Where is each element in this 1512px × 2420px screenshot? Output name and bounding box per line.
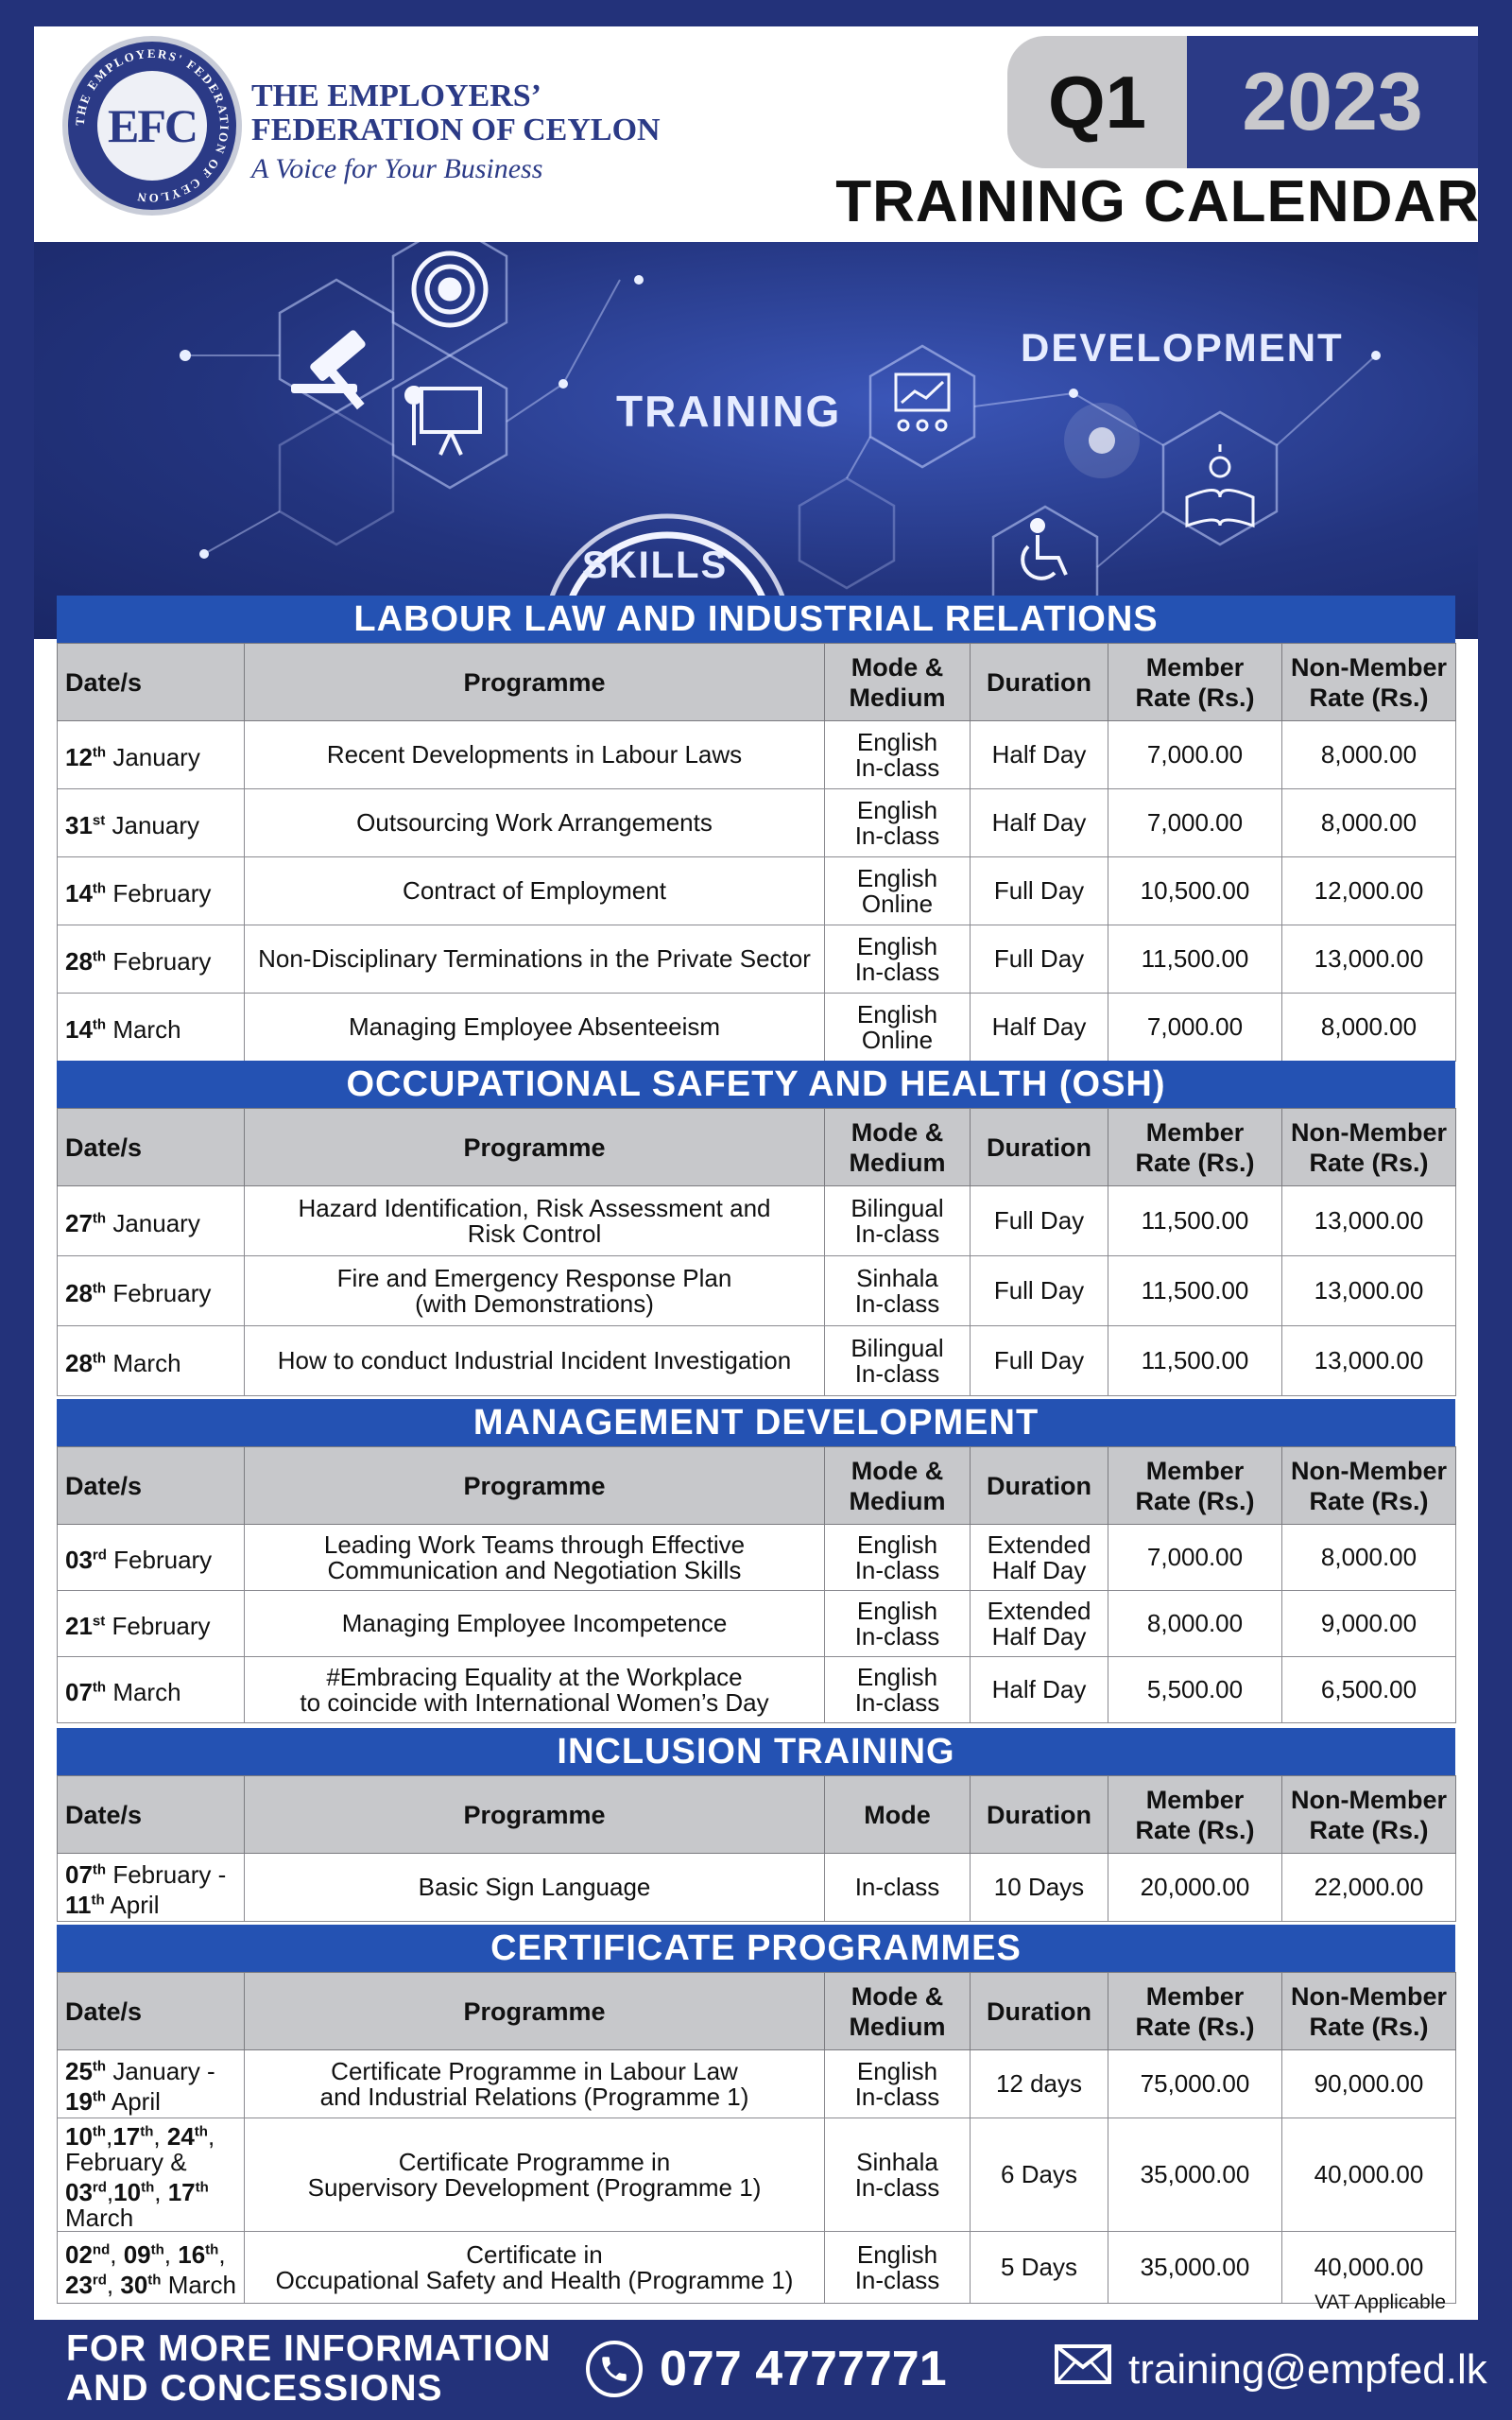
section-3 (57, 1728, 1455, 1922)
cell-nonmember: 22,000.00 (1282, 1854, 1456, 1922)
cell-member: 20,000.00 (1108, 1854, 1282, 1922)
footer-info-line1: FOR MORE INFORMATION (66, 2328, 552, 2369)
cell-nonmember: 12,000.00 (1282, 857, 1456, 925)
table-row (58, 1657, 1456, 1723)
banner-word-training: TRAINING (616, 387, 842, 436)
cell-duration: 12 days (971, 2050, 1108, 2118)
column-header-date: Date/s (58, 644, 245, 721)
table-header-row (58, 1447, 1456, 1525)
section-0 (57, 596, 1455, 1062)
column-header-mode: Mode (825, 1776, 971, 1854)
date-text: 07th February - 11th April (65, 1859, 227, 1920)
date-text: 10th,17th, 24th, February & 03rd,10th, 17th March (65, 2121, 215, 2233)
date-text: 28th February (65, 946, 212, 976)
column-header-programme: Programme (245, 1776, 825, 1854)
programme-table (57, 1775, 1456, 1922)
programme-table (57, 643, 1456, 1062)
cell-nonmember: 8,000.00 (1282, 994, 1456, 1062)
cell-programme: Managing Employee Absenteeism (245, 994, 825, 1062)
vat-note: VAT Applicable (1314, 2291, 1446, 2313)
cell-mode: English Online (825, 994, 971, 1062)
cell-programme: Basic Sign Language (245, 1854, 825, 1922)
date-text: 12th January (65, 742, 200, 771)
cell-date (58, 1256, 245, 1326)
date-text: 28th March (65, 1348, 181, 1377)
column-header-mode: Mode & Medium (825, 1109, 971, 1186)
cell-mode: Sinhala In-class (825, 1256, 971, 1326)
presenter-icon (406, 388, 480, 455)
column-header-member: Member Rate (Rs.) (1108, 1973, 1282, 2050)
cell-nonmember: 8,000.00 (1282, 1525, 1456, 1591)
cell-date (58, 2118, 245, 2232)
logo-initials: EFC (94, 68, 210, 183)
cell-duration: Full Day (971, 1186, 1108, 1256)
section-title: INCLUSION TRAINING (57, 1728, 1455, 1775)
cell-nonmember: 13,000.00 (1282, 1186, 1456, 1256)
hero-banner (34, 242, 1478, 639)
cell-mode: English In-class (825, 789, 971, 857)
cell-duration: Half Day (971, 789, 1108, 857)
cell-programme: Contract of Employment (245, 857, 825, 925)
gavel-icon (291, 329, 367, 410)
cell-programme: Certificate Programme in Labour Law and Industrial Relations (Programme 1) (245, 2050, 825, 2118)
footer-info (66, 2329, 551, 2409)
date-text: 21st February (65, 1611, 211, 1640)
table-row (58, 2232, 1456, 2304)
cell-member: 5,500.00 (1108, 1657, 1282, 1723)
table-header-row (58, 1776, 1456, 1854)
table-row (58, 1854, 1456, 1922)
cell-nonmember: 40,000.00 (1282, 2232, 1456, 2304)
column-header-programme: Programme (245, 1973, 825, 2050)
footer-info-line2: AND CONCESSIONS (66, 2368, 443, 2409)
table-header-row (58, 1109, 1456, 1186)
wheelchair-icon (1022, 520, 1066, 579)
section-title: OCCUPATIONAL SAFETY AND HEALTH (OSH) (57, 1061, 1455, 1108)
calendar-title: TRAINING CALENDAR (835, 169, 1480, 234)
column-header-duration: Duration (971, 1447, 1108, 1525)
column-header-nonmember: Non-Member Rate (Rs.) (1282, 1109, 1456, 1186)
column-header-programme: Programme (245, 1447, 825, 1525)
column-header-duration: Duration (971, 1973, 1108, 2050)
table-row (58, 721, 1456, 789)
date-text: 14th March (65, 1014, 181, 1044)
cell-mode: English Online (825, 857, 971, 925)
cell-member: 35,000.00 (1108, 2118, 1282, 2232)
column-header-date: Date/s (58, 1447, 245, 1525)
cell-programme: Certificate in Occupational Safety and Health (Programme 1) (245, 2232, 825, 2304)
table-row (58, 857, 1456, 925)
column-header-member: Member Rate (Rs.) (1108, 1776, 1282, 1854)
cell-mode: Sinhala In-class (825, 2118, 971, 2232)
cell-date (58, 1326, 245, 1396)
table-row (58, 1326, 1456, 1396)
cell-programme: Leading Work Teams through Effective Communication and Negotiation Skills (245, 1525, 825, 1591)
section-title: MANAGEMENT DEVELOPMENT (57, 1399, 1455, 1446)
target-icon (414, 253, 486, 325)
column-header-programme: Programme (245, 1109, 825, 1186)
date-text: 28th February (65, 1278, 212, 1307)
banner-word-development: DEVELOPMENT (1021, 325, 1344, 370)
cell-member: 7,000.00 (1108, 789, 1282, 857)
section-title: LABOUR LAW AND INDUSTRIAL RELATIONS (57, 596, 1455, 643)
cell-nonmember: 40,000.00 (1282, 2118, 1456, 2232)
table-row (58, 2050, 1456, 2118)
date-text: 07th March (65, 1677, 181, 1706)
cell-nonmember: 8,000.00 (1282, 721, 1456, 789)
table-header-row (58, 644, 1456, 721)
column-header-date: Date/s (58, 1776, 245, 1854)
date-text: 31st January (65, 810, 199, 839)
cell-mode: Bilingual In-class (825, 1326, 971, 1396)
cell-date (58, 925, 245, 994)
cell-member: 75,000.00 (1108, 2050, 1282, 2118)
cell-duration: 5 Days (971, 2232, 1108, 2304)
cell-programme: How to conduct Industrial Incident Investigation (245, 1326, 825, 1396)
year-badge: 2023 (1187, 36, 1478, 168)
column-header-date: Date/s (58, 1109, 245, 1186)
column-header-duration: Duration (971, 1776, 1108, 1854)
column-header-duration: Duration (971, 1109, 1108, 1186)
cell-date (58, 994, 245, 1062)
cell-duration: Full Day (971, 925, 1108, 994)
cell-mode: English In-class (825, 2050, 971, 2118)
column-header-member: Member Rate (Rs.) (1108, 644, 1282, 721)
cell-member: 35,000.00 (1108, 2232, 1282, 2304)
cell-duration: Full Day (971, 1256, 1108, 1326)
cell-duration: Extended Half Day (971, 1525, 1108, 1591)
column-header-nonmember: Non-Member Rate (Rs.) (1282, 1776, 1456, 1854)
section-title: CERTIFICATE PROGRAMMES (57, 1925, 1455, 1972)
column-header-member: Member Rate (Rs.) (1108, 1447, 1282, 1525)
cell-duration: Half Day (971, 721, 1108, 789)
cell-nonmember: 6,500.00 (1282, 1657, 1456, 1723)
banner-word-skills: SKILLS (582, 544, 729, 586)
cell-date (58, 1657, 245, 1723)
book-idea-icon (1187, 444, 1253, 526)
cell-mode: English In-class (825, 721, 971, 789)
table-row (58, 1525, 1456, 1591)
table-row (58, 1186, 1456, 1256)
table-row (58, 925, 1456, 994)
cell-date (58, 1186, 245, 1256)
programme-table (57, 1446, 1456, 1723)
cell-date (58, 721, 245, 789)
column-header-mode: Mode & Medium (825, 1447, 971, 1525)
cell-member: 7,000.00 (1108, 721, 1282, 789)
section-4 (57, 1925, 1455, 2304)
cell-mode: English In-class (825, 1591, 971, 1657)
org-name (251, 79, 661, 147)
phone-icon (586, 2341, 643, 2397)
table-row (58, 1256, 1456, 1326)
org-name-line1: THE EMPLOYERS’ (251, 78, 541, 113)
cell-mode: English In-class (825, 925, 971, 994)
date-text: 27th January (65, 1208, 200, 1237)
cell-date (58, 1525, 245, 1591)
cell-member: 7,000.00 (1108, 994, 1282, 1062)
cell-member: 7,000.00 (1108, 1525, 1282, 1591)
column-header-nonmember: Non-Member Rate (Rs.) (1282, 1973, 1456, 2050)
cell-date (58, 2232, 245, 2304)
cell-mode: In-class (825, 1854, 971, 1922)
org-name-line2: FEDERATION OF CEYLON (251, 112, 661, 147)
cell-programme: Recent Developments in Labour Laws (245, 721, 825, 789)
section-2 (57, 1399, 1455, 1723)
cell-mode: Bilingual In-class (825, 1186, 971, 1256)
footer-email[interactable] (1055, 2344, 1487, 2394)
table-row (58, 994, 1456, 1062)
cell-mode: English In-class (825, 2232, 971, 2304)
cell-nonmember: 90,000.00 (1282, 2050, 1456, 2118)
cell-member: 11,500.00 (1108, 1186, 1282, 1256)
column-header-nonmember: Non-Member Rate (Rs.) (1282, 644, 1456, 721)
cell-nonmember: 13,000.00 (1282, 1326, 1456, 1396)
cell-mode: English In-class (825, 1525, 971, 1591)
cell-nonmember: 13,000.00 (1282, 1256, 1456, 1326)
envelope-icon (1055, 2344, 1111, 2394)
table-header-row (58, 1973, 1456, 2050)
cell-date (58, 2050, 245, 2118)
section-1 (57, 1061, 1455, 1396)
cell-duration: Half Day (971, 994, 1108, 1062)
footer (0, 2320, 1512, 2420)
column-header-duration: Duration (971, 644, 1108, 721)
cell-member: 11,500.00 (1108, 925, 1282, 994)
cell-member: 10,500.00 (1108, 857, 1282, 925)
org-tagline: A Voice for Your Business (251, 153, 543, 184)
date-text: 14th February (65, 878, 212, 908)
cell-duration: Full Day (971, 857, 1108, 925)
cell-date (58, 789, 245, 857)
table-row (58, 789, 1456, 857)
footer-phone-number[interactable]: 077 4777771 (660, 2342, 947, 2396)
cell-nonmember: 13,000.00 (1282, 925, 1456, 994)
cell-duration: 6 Days (971, 2118, 1108, 2232)
quarter-badge: Q1 (1007, 36, 1187, 168)
cell-date (58, 857, 245, 925)
programme-table (57, 1108, 1456, 1396)
footer-email-address[interactable]: training@empfed.lk (1128, 2345, 1487, 2393)
header (34, 26, 1478, 242)
cell-duration: Half Day (971, 1657, 1108, 1723)
date-text: 02nd, 09th, 16th, 23rd, 30th March (65, 2239, 236, 2300)
cell-date (58, 1854, 245, 1922)
cell-mode: English In-class (825, 1657, 971, 1723)
cell-duration: 10 Days (971, 1854, 1108, 1922)
column-header-member: Member Rate (Rs.) (1108, 1109, 1282, 1186)
date-text: 03rd February (65, 1545, 213, 1574)
column-header-nonmember: Non-Member Rate (Rs.) (1282, 1447, 1456, 1525)
cell-programme: Fire and Emergency Response Plan (with Demonstrations) (245, 1256, 825, 1326)
cell-programme: Outsourcing Work Arrangements (245, 789, 825, 857)
column-header-date: Date/s (58, 1973, 245, 2050)
cell-programme: #Embracing Equality at the Workplace to coincide with International Women’s Day (245, 1657, 825, 1723)
cell-programme: Hazard Identification, Risk Assessment and Risk Control (245, 1186, 825, 1256)
cell-programme: Certificate Programme in Supervisory Development (Programme 1) (245, 2118, 825, 2232)
cell-duration: Full Day (971, 1326, 1108, 1396)
column-header-programme: Programme (245, 644, 825, 721)
footer-phone[interactable] (586, 2341, 947, 2397)
cell-nonmember: 9,000.00 (1282, 1591, 1456, 1657)
programme-table (57, 1972, 1456, 2304)
cell-member: 11,500.00 (1108, 1326, 1282, 1396)
cell-member: 11,500.00 (1108, 1256, 1282, 1326)
table-row (58, 2118, 1456, 2232)
cell-date (58, 1591, 245, 1657)
table-row (58, 1591, 1456, 1657)
logo-ring-text: THE EMPLOYERS' FEDERATION OF CEYLON (72, 45, 232, 206)
cell-programme: Managing Employee Incompetence (245, 1591, 825, 1657)
team-chart-icon (896, 374, 949, 430)
cell-duration: Extended Half Day (971, 1591, 1108, 1657)
efc-logo (62, 36, 242, 216)
cell-nonmember: 8,000.00 (1282, 789, 1456, 857)
column-header-mode: Mode & Medium (825, 1973, 971, 2050)
cell-member: 8,000.00 (1108, 1591, 1282, 1657)
cell-programme: Non-Disciplinary Terminations in the Private Sector (245, 925, 825, 994)
date-text: 25th January - 19th April (65, 2056, 215, 2117)
hexagon-network (34, 242, 1478, 639)
column-header-mode: Mode & Medium (825, 644, 971, 721)
